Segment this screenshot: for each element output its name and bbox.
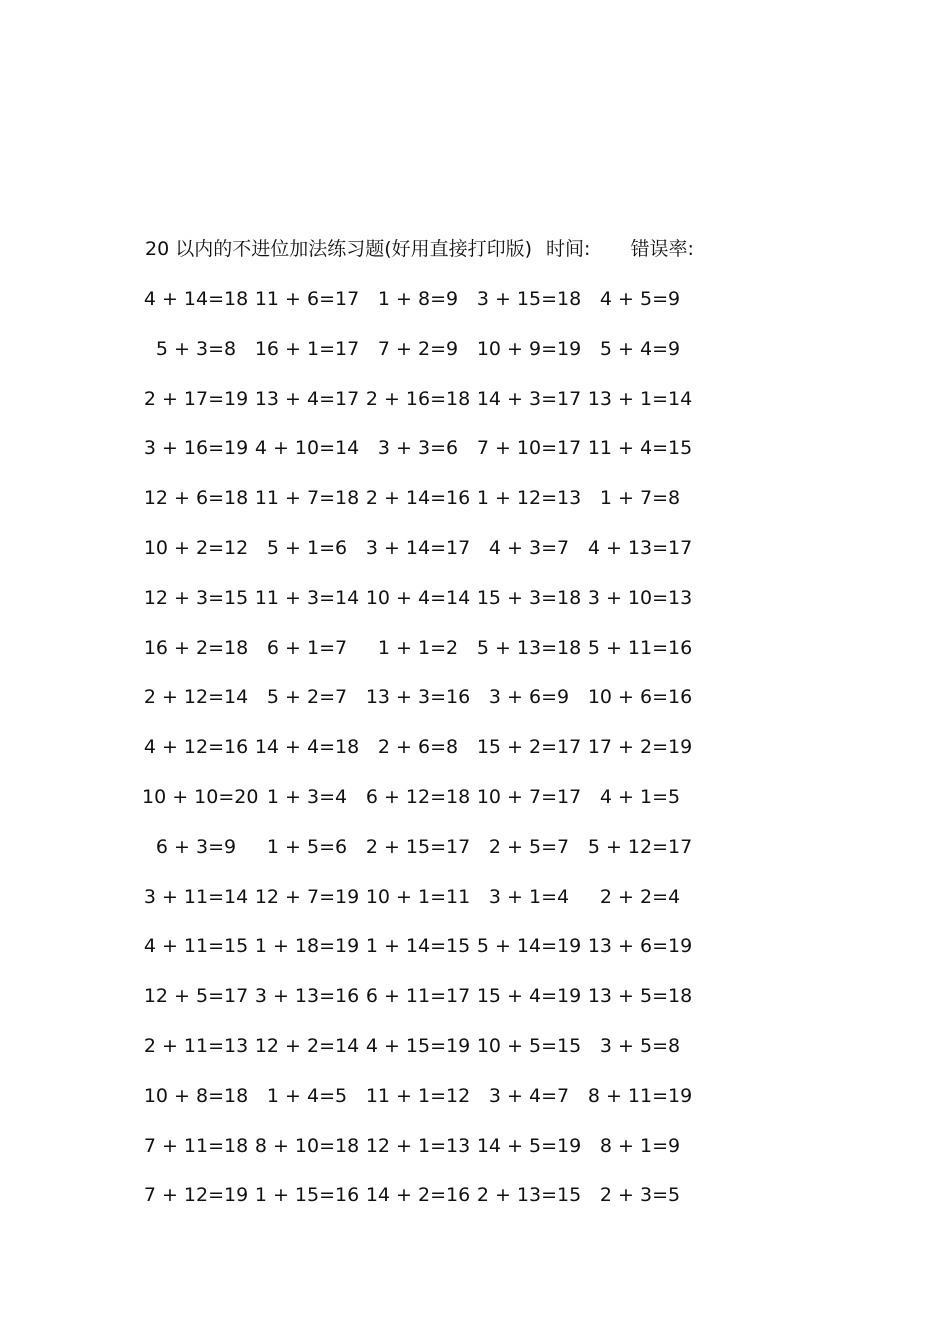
problem-item: 3 + 4=7 bbox=[488, 1084, 570, 1107]
problem-item: 4 + 1=5 bbox=[599, 785, 681, 808]
problem-item: 7 + 11=18 bbox=[143, 1134, 249, 1157]
problem-row bbox=[0, 1083, 950, 1133]
problem-row bbox=[0, 585, 950, 635]
problem-item: 7 + 10=17 bbox=[476, 437, 582, 460]
problem-item: 1 + 7=8 bbox=[599, 487, 681, 510]
problem-item: 5 + 14=19 bbox=[476, 935, 582, 958]
problem-item: 6 + 12=18 bbox=[365, 785, 471, 808]
problem-item: 6 + 1=7 bbox=[266, 636, 348, 659]
problem-item: 3 + 1=4 bbox=[488, 885, 570, 908]
problem-item: 11 + 6=17 bbox=[254, 288, 360, 310]
problem-item: 5 + 1=6 bbox=[266, 536, 348, 559]
problem-item: 2 + 2=4 bbox=[599, 885, 681, 908]
problem-item: 14 + 2=16 bbox=[365, 1184, 471, 1207]
problem-item: 13 + 5=18 bbox=[587, 985, 693, 1008]
problem-item: 3 + 15=18 bbox=[476, 288, 582, 310]
problem-row bbox=[0, 684, 950, 734]
problem-row bbox=[0, 386, 950, 436]
problem-item: 12 + 7=19 bbox=[254, 885, 360, 908]
problem-row bbox=[0, 286, 950, 336]
problem-item: 4 + 12=16 bbox=[143, 736, 249, 759]
problem-item: 2 + 11=13 bbox=[143, 1034, 249, 1057]
problem-row bbox=[0, 1033, 950, 1083]
problem-item: 14 + 5=19 bbox=[476, 1134, 582, 1157]
problem-grid bbox=[0, 286, 950, 1232]
problem-item: 2 + 14=16 bbox=[365, 487, 471, 510]
problem-item: 2 + 16=18 bbox=[365, 387, 471, 410]
problem-item: 2 + 6=8 bbox=[377, 736, 459, 759]
problem-row bbox=[0, 1182, 950, 1232]
problem-item: 3 + 6=9 bbox=[488, 686, 570, 709]
problem-item: 14 + 4=18 bbox=[254, 736, 360, 759]
problem-item: 10 + 8=18 bbox=[143, 1084, 249, 1107]
problem-item: 10 + 7=17 bbox=[476, 785, 582, 808]
problem-item: 3 + 10=13 bbox=[587, 586, 693, 609]
problem-item: 2 + 5=7 bbox=[488, 835, 570, 858]
problem-item: 1 + 3=4 bbox=[266, 785, 348, 808]
problem-item: 6 + 11=17 bbox=[365, 985, 471, 1008]
worksheet-title: 20 以内的不进位加法练习题(好用直接打印版) bbox=[145, 238, 533, 260]
problem-item: 5 + 13=18 bbox=[476, 636, 582, 659]
problem-item: 16 + 1=17 bbox=[254, 337, 360, 360]
problem-item: 8 + 11=19 bbox=[587, 1084, 693, 1107]
worksheet-header bbox=[145, 236, 694, 262]
problem-row bbox=[0, 933, 950, 983]
problem-item: 2 + 12=14 bbox=[143, 686, 249, 709]
problem-row bbox=[0, 435, 950, 485]
problem-row bbox=[0, 1133, 950, 1183]
problem-item: 8 + 10=18 bbox=[254, 1134, 360, 1157]
problem-item: 1 + 4=5 bbox=[266, 1084, 348, 1107]
problem-item: 13 + 1=14 bbox=[587, 387, 693, 410]
problem-item: 11 + 4=15 bbox=[587, 437, 693, 460]
problem-item: 10 + 6=16 bbox=[587, 686, 693, 709]
problem-item: 1 + 5=6 bbox=[266, 835, 348, 858]
problem-row bbox=[0, 834, 950, 884]
problem-item: 4 + 13=17 bbox=[587, 536, 693, 559]
problem-row bbox=[0, 983, 950, 1033]
problem-item: 7 + 12=19 bbox=[143, 1184, 249, 1207]
problem-item: 12 + 6=18 bbox=[143, 487, 249, 510]
problem-item: 5 + 4=9 bbox=[599, 337, 681, 360]
problem-item: 10 + 9=19 bbox=[476, 337, 582, 360]
problem-item: 15 + 3=18 bbox=[476, 586, 582, 609]
problem-item: 4 + 15=19 bbox=[365, 1034, 471, 1057]
problem-item: 4 + 10=14 bbox=[254, 437, 360, 460]
problem-item: 1 + 12=13 bbox=[476, 487, 582, 510]
problem-item: 14 + 3=17 bbox=[476, 387, 582, 410]
problem-item: 5 + 11=16 bbox=[587, 636, 693, 659]
problem-row bbox=[0, 784, 950, 834]
problem-item: 4 + 14=18 bbox=[143, 288, 249, 310]
problem-item: 1 + 8=9 bbox=[377, 288, 459, 310]
problem-row bbox=[0, 535, 950, 585]
problem-item: 1 + 15=16 bbox=[254, 1184, 360, 1207]
problem-item: 3 + 11=14 bbox=[143, 885, 249, 908]
problem-item: 2 + 13=15 bbox=[476, 1184, 582, 1207]
problem-item: 2 + 17=19 bbox=[143, 387, 249, 410]
problem-item: 12 + 5=17 bbox=[143, 985, 249, 1008]
problem-item: 5 + 3=8 bbox=[155, 337, 237, 360]
problem-item: 12 + 1=13 bbox=[365, 1134, 471, 1157]
problem-item: 3 + 5=8 bbox=[599, 1034, 681, 1057]
problem-item: 13 + 4=17 bbox=[254, 387, 360, 410]
problem-item: 5 + 12=17 bbox=[587, 835, 693, 858]
problem-item: 8 + 1=9 bbox=[599, 1134, 681, 1157]
problem-item: 13 + 3=16 bbox=[365, 686, 471, 709]
problem-item: 10 + 4=14 bbox=[365, 586, 471, 609]
problem-item: 1 + 14=15 bbox=[365, 935, 471, 958]
problem-row bbox=[0, 336, 950, 386]
error-rate-label: 错误率: bbox=[630, 238, 694, 260]
problem-row bbox=[0, 884, 950, 934]
problem-item: 3 + 3=6 bbox=[377, 437, 459, 460]
problem-item: 10 + 1=11 bbox=[365, 885, 471, 908]
problem-item: 13 + 6=19 bbox=[587, 935, 693, 958]
problem-row bbox=[0, 734, 950, 784]
problem-item: 10 + 2=12 bbox=[143, 536, 249, 559]
problem-item: 2 + 15=17 bbox=[365, 835, 471, 858]
problem-item: 4 + 11=15 bbox=[143, 935, 249, 958]
problem-item: 4 + 5=9 bbox=[599, 288, 681, 310]
problem-item: 1 + 1=2 bbox=[377, 636, 459, 659]
problem-item: 3 + 14=17 bbox=[365, 536, 471, 559]
problem-item: 1 + 18=19 bbox=[254, 935, 360, 958]
problem-item: 11 + 7=18 bbox=[254, 487, 360, 510]
problem-item: 4 + 3=7 bbox=[488, 536, 570, 559]
problem-item: 12 + 2=14 bbox=[254, 1034, 360, 1057]
problem-row bbox=[0, 485, 950, 535]
problem-item: 6 + 3=9 bbox=[155, 835, 237, 858]
problem-item: 10 + 5=15 bbox=[476, 1034, 582, 1057]
problem-item: 16 + 2=18 bbox=[143, 636, 249, 659]
problem-item: 7 + 2=9 bbox=[377, 337, 459, 360]
problem-item: 15 + 4=19 bbox=[476, 985, 582, 1008]
time-label: 时间: bbox=[546, 238, 591, 260]
problem-item: 17 + 2=19 bbox=[587, 736, 693, 759]
problem-item: 12 + 3=15 bbox=[143, 586, 249, 609]
problem-item: 3 + 16=19 bbox=[143, 437, 249, 460]
problem-item: 5 + 2=7 bbox=[266, 686, 348, 709]
problem-item: 11 + 3=14 bbox=[254, 586, 360, 609]
problem-item: 2 + 3=5 bbox=[599, 1184, 681, 1207]
problem-row bbox=[0, 635, 950, 685]
problem-item: 11 + 1=12 bbox=[365, 1084, 471, 1107]
problem-item: 10 + 10=20 bbox=[142, 785, 259, 808]
problem-item: 3 + 13=16 bbox=[254, 985, 360, 1008]
problem-item: 15 + 2=17 bbox=[476, 736, 582, 759]
